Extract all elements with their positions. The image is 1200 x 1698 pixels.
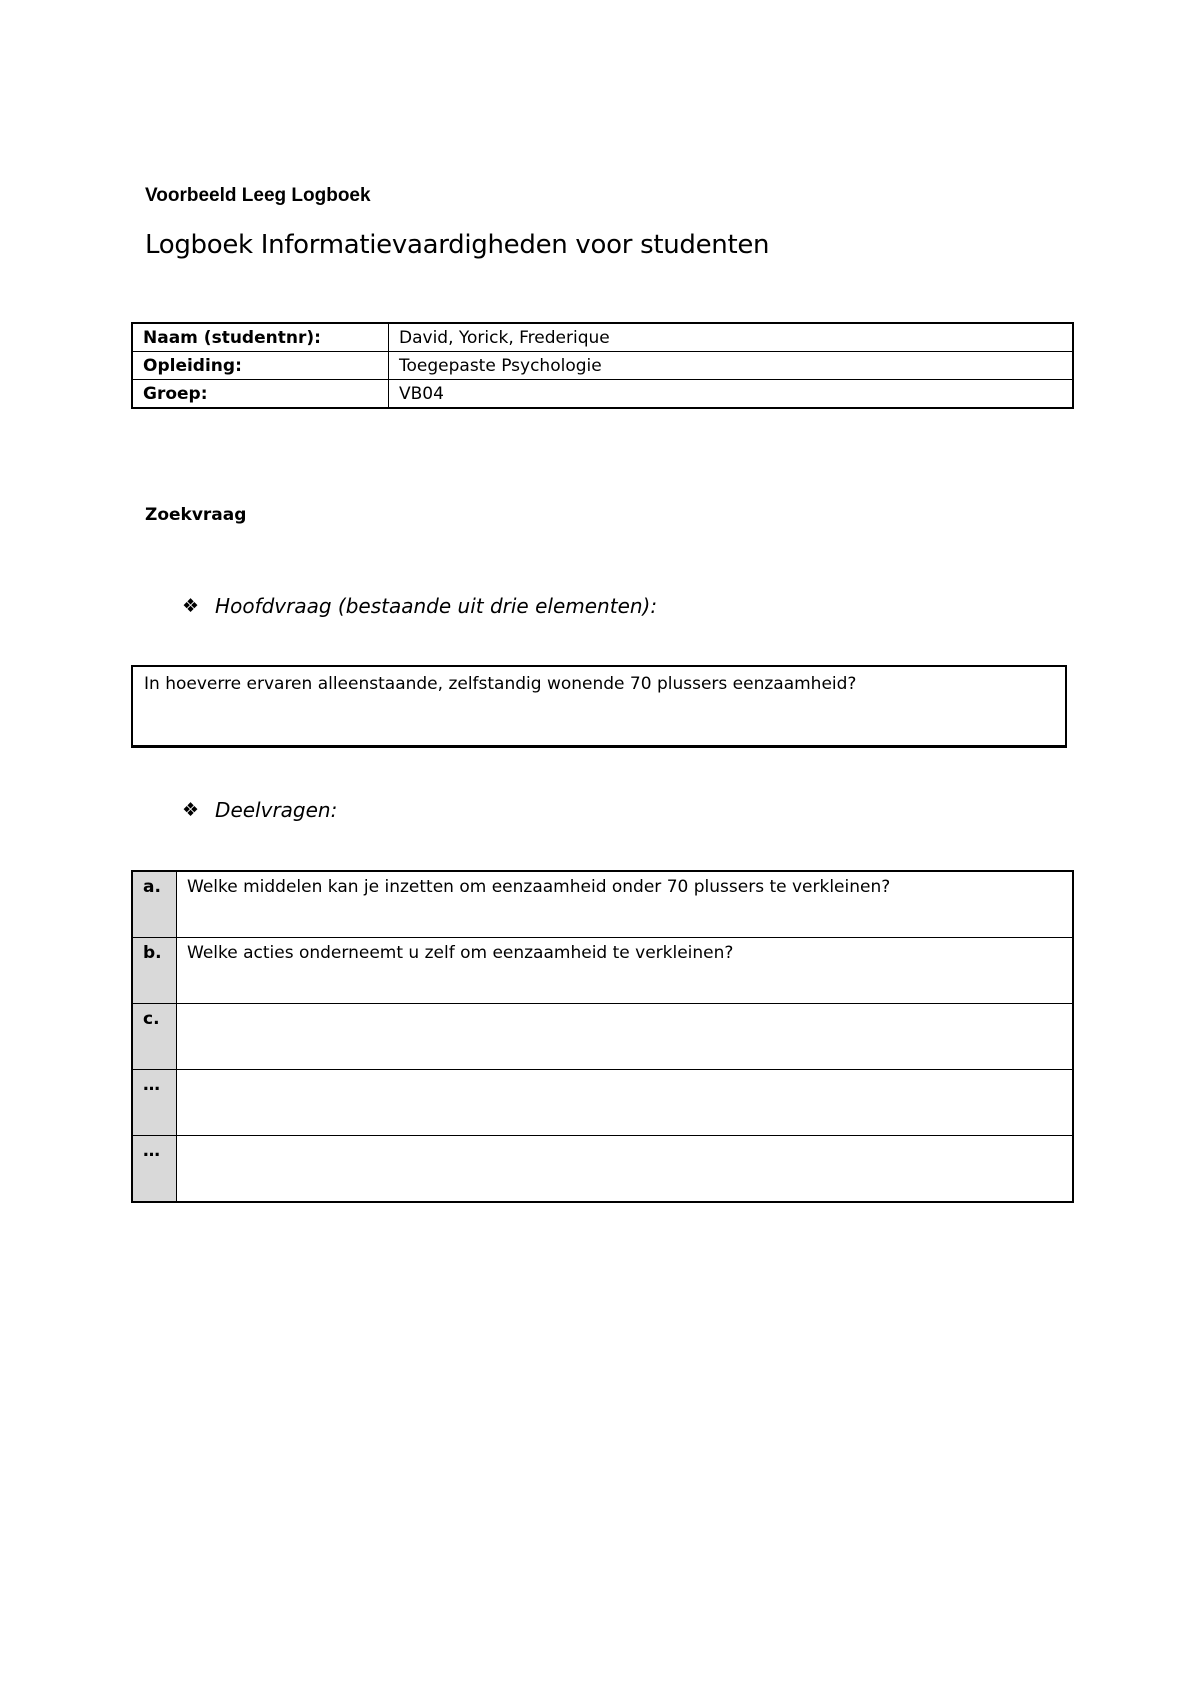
info-value-naam[interactable]: David, Yorick, Frederique: [389, 323, 1074, 352]
deelvragen-heading: [182, 798, 337, 822]
diamond-bullet-icon: ❖: [182, 798, 200, 821]
document-subtitle: Voorbeeld Leeg Logboek: [145, 185, 371, 206]
table-row: [132, 871, 1073, 938]
deelvraag-text[interactable]: [177, 1004, 1074, 1070]
deelvraag-text[interactable]: [177, 1070, 1074, 1136]
table-row: [132, 323, 1073, 352]
deelvraag-letter: c.: [132, 1004, 177, 1070]
deelvraag-letter: …: [132, 1136, 177, 1203]
hoofdvraag-label: Hoofdvraag (bestaande uit drie elementen):: [215, 594, 658, 618]
table-row: [132, 380, 1073, 409]
info-label-groep: Groep:: [132, 380, 389, 409]
table-row: [132, 1070, 1073, 1136]
hoofdvraag-box[interactable]: In hoeverre ervaren alleenstaande, zelfstandig wonende 70 plussers eenzaamheid?: [131, 665, 1067, 748]
info-label-naam: Naam (studentnr):: [132, 323, 389, 352]
info-label-opleiding: Opleiding:: [132, 352, 389, 380]
deelvraag-text[interactable]: [177, 1136, 1074, 1203]
table-row: [132, 352, 1073, 380]
deelvraag-letter: a.: [132, 871, 177, 938]
hoofdvraag-heading: [182, 594, 657, 618]
deelvragen-label: Deelvragen:: [215, 798, 338, 822]
table-row: [132, 938, 1073, 1004]
deelvraag-letter: …: [132, 1070, 177, 1136]
deelvraag-text[interactable]: Welke middelen kan je inzetten om eenzaamheid onder 70 plussers te verkleinen?: [177, 871, 1074, 938]
deelvraag-letter: b.: [132, 938, 177, 1004]
table-row: [132, 1136, 1073, 1203]
info-value-opleiding[interactable]: Toegepaste Psychologie: [389, 352, 1074, 380]
diamond-bullet-icon: ❖: [182, 594, 200, 617]
student-info-table: [131, 322, 1074, 409]
table-row: [132, 1004, 1073, 1070]
section-zoekvraag-heading: Zoekvraag: [145, 505, 247, 525]
deelvraag-text[interactable]: Welke acties onderneemt u zelf om eenzaamheid te verkleinen?: [177, 938, 1074, 1004]
info-value-groep[interactable]: VB04: [389, 380, 1074, 409]
deelvragen-table: [131, 870, 1074, 1203]
document-title: Logboek Informatievaardigheden voor studenten: [145, 230, 770, 260]
